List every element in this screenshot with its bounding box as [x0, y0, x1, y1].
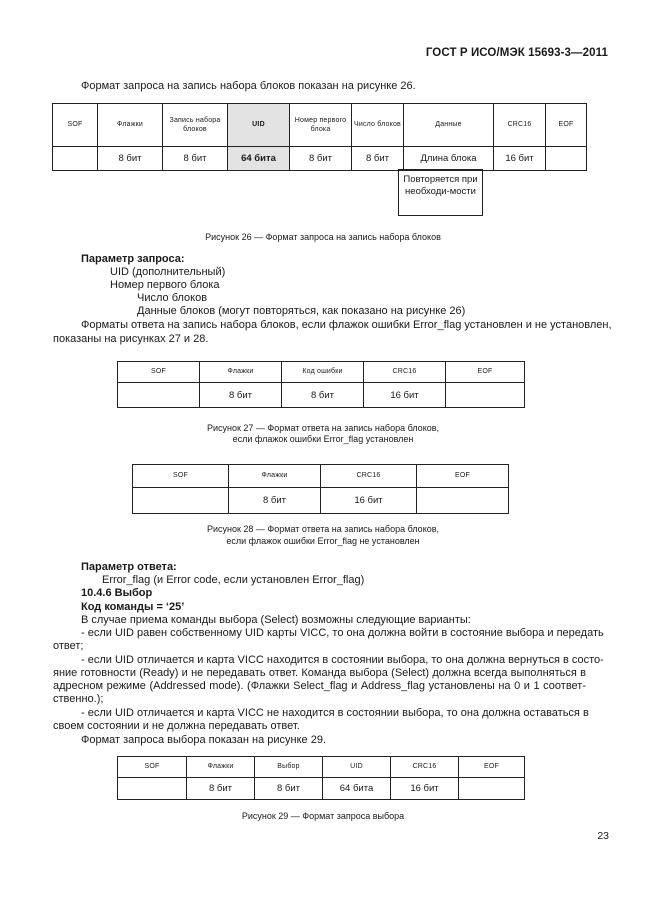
- formats-text: Форматы ответа на запись набора блоков, если флажок ошибки Error_flag установлен и не установлен,: [81, 319, 612, 331]
- fig27-value-cell: 16 бит: [364, 383, 446, 408]
- fig26-value-cell: [53, 147, 98, 171]
- fig28-value-cell: [417, 488, 509, 514]
- fig26-header-cell: Данные: [404, 104, 494, 147]
- fig26-value-cell: 64 бита: [228, 147, 290, 171]
- fig28-value-cell: [133, 488, 229, 514]
- fig29-value-cell: [459, 778, 525, 800]
- fig26-value-cell: 8 бит: [290, 147, 352, 171]
- body-line: Формат запроса выбора показан на рисунке 29.: [81, 734, 327, 746]
- fig26-intro: Формат запроса на запись набора блоков показан на рисунке 26.: [81, 80, 416, 92]
- fig28-header-cell: SOF: [133, 465, 229, 488]
- page-number: 23: [597, 830, 609, 842]
- fig26-value-cell: [546, 147, 587, 171]
- body-line: В случае приема команды выбора (Select) возможны следующие варианты:: [81, 614, 471, 626]
- request-param-item: Данные блоков (могут повторяться, как показано на рисунке 26): [137, 305, 466, 317]
- fig26-header-cell: Номер первого блока: [290, 104, 352, 147]
- fig29-value-cell: 8 бит: [255, 778, 323, 800]
- body-line: ственно.);: [53, 693, 104, 705]
- section-title: 10.4.6 Выбор: [81, 587, 153, 599]
- fig26-value-cell: 16 бит: [494, 147, 546, 171]
- body-line: адресном режиме (Addressed mode). (Флажки Select_flag и Address_flag установлены на 0 и 1 соответ-: [53, 680, 586, 692]
- fig27-header-cell: Код ошибки: [282, 362, 364, 383]
- fig26-value-cell: 8 бит: [98, 147, 163, 171]
- fig28-value-cell: 8 бит: [229, 488, 321, 514]
- fig27-value-cell: 8 бит: [282, 383, 364, 408]
- fig26-header-cell: EOF: [546, 104, 587, 147]
- fig28-caption: если флажок ошибки Error_flag не установлен: [226, 536, 420, 546]
- fig27-header-cell: Флажки: [200, 362, 282, 383]
- fig29-header-cell: SOF: [118, 757, 187, 778]
- body-line: яние готовности (Ready) и не передавать ответ. Команда выбора (Select) должна всегда выполняться в: [53, 667, 586, 679]
- fig26-value-cell: Длина блока: [404, 147, 494, 171]
- request-param-item: Число блоков: [137, 292, 208, 304]
- fig26-header-cell: Число блоков: [352, 104, 404, 147]
- body-line: - если UID равен собственному UID карты VICC, то она должна войти в состояние выбора и передать: [81, 627, 604, 639]
- fig27-header-cell: SOF: [118, 362, 200, 383]
- standard-header: ГОСТ Р ИСО/МЭК 15693-3—2011: [425, 47, 608, 59]
- request-param-item: Номер первого блока: [110, 279, 220, 291]
- fig29-header-cell: CRC16: [391, 757, 459, 778]
- body-line: - если UID отличается и карта VICC не находится в состоянии выбора, то она должна оставаться в: [81, 707, 589, 719]
- fig27-value-cell: [446, 383, 525, 408]
- fig26-repeat-note: Повторяется при необходи-мости: [398, 169, 483, 216]
- body-line: своем состоянии и не должна передавать ответ.: [53, 720, 300, 732]
- fig27-table: [117, 361, 525, 408]
- fig29-header-cell: Флажки: [187, 757, 255, 778]
- response-param-item: Error_flag (и Error code, если установлен Error_flag): [102, 574, 365, 586]
- fig28-value-cell: 16 бит: [321, 488, 417, 514]
- fig28-caption: Рисунок 28 — Формат ответа на запись набора блоков,: [206, 524, 440, 534]
- fig26-caption: Рисунок 26 — Формат запроса на запись набора блоков: [205, 232, 441, 242]
- fig29-table: [117, 756, 525, 800]
- fig29-value-cell: [118, 778, 187, 800]
- formats-text: показаны на рисунках 27 и 28.: [53, 333, 209, 345]
- fig26-value-cell: 8 бит: [352, 147, 404, 171]
- response-params-heading: Параметр ответа:: [81, 561, 177, 573]
- fig26-table: [52, 103, 587, 171]
- fig29-caption: Рисунок 29 — Формат запроса выбора: [241, 811, 405, 821]
- fig27-header-cell: EOF: [446, 362, 525, 383]
- fig28-table: [132, 464, 509, 514]
- fig27-caption: Рисунок 27 — Формат ответа на запись набора блоков,: [206, 423, 440, 433]
- fig29-header-cell: EOF: [459, 757, 525, 778]
- request-param-item: UID (дополнительный): [110, 266, 226, 278]
- fig29-value-cell: 64 бита: [323, 778, 391, 800]
- fig28-header-cell: EOF: [417, 465, 509, 488]
- fig29-header-cell: UID: [323, 757, 391, 778]
- fig26-header-cell: SOF: [53, 104, 98, 147]
- fig27-header-cell: CRC16: [364, 362, 446, 383]
- fig27-value-cell: [118, 383, 200, 408]
- fig26-header-cell: Флажки: [98, 104, 163, 147]
- fig28-header-cell: Флажки: [229, 465, 321, 488]
- body-line: - если UID отличается и карта VICC находится в состоянии выбора, то она должна вернуться в состо-: [81, 654, 604, 666]
- fig26-header-cell: CRC16: [494, 104, 546, 147]
- fig29-value-cell: 16 бит: [391, 778, 459, 800]
- fig26-header-cell: UID: [228, 104, 290, 147]
- fig29-header-cell: Выбор: [255, 757, 323, 778]
- fig26-value-cell: 8 бит: [163, 147, 228, 171]
- request-params-heading: Параметр запроса:: [81, 253, 185, 265]
- fig29-value-cell: 8 бит: [187, 778, 255, 800]
- fig27-caption: если флажок ошибки Error_flag установлен: [232, 434, 414, 444]
- body-line: ответ;: [53, 640, 84, 652]
- command-code: Код команды = ‘25’: [81, 601, 185, 613]
- fig26-header-cell: Запись набора блоков: [163, 104, 228, 147]
- fig28-header-cell: CRC16: [321, 465, 417, 488]
- fig27-value-cell: 8 бит: [200, 383, 282, 408]
